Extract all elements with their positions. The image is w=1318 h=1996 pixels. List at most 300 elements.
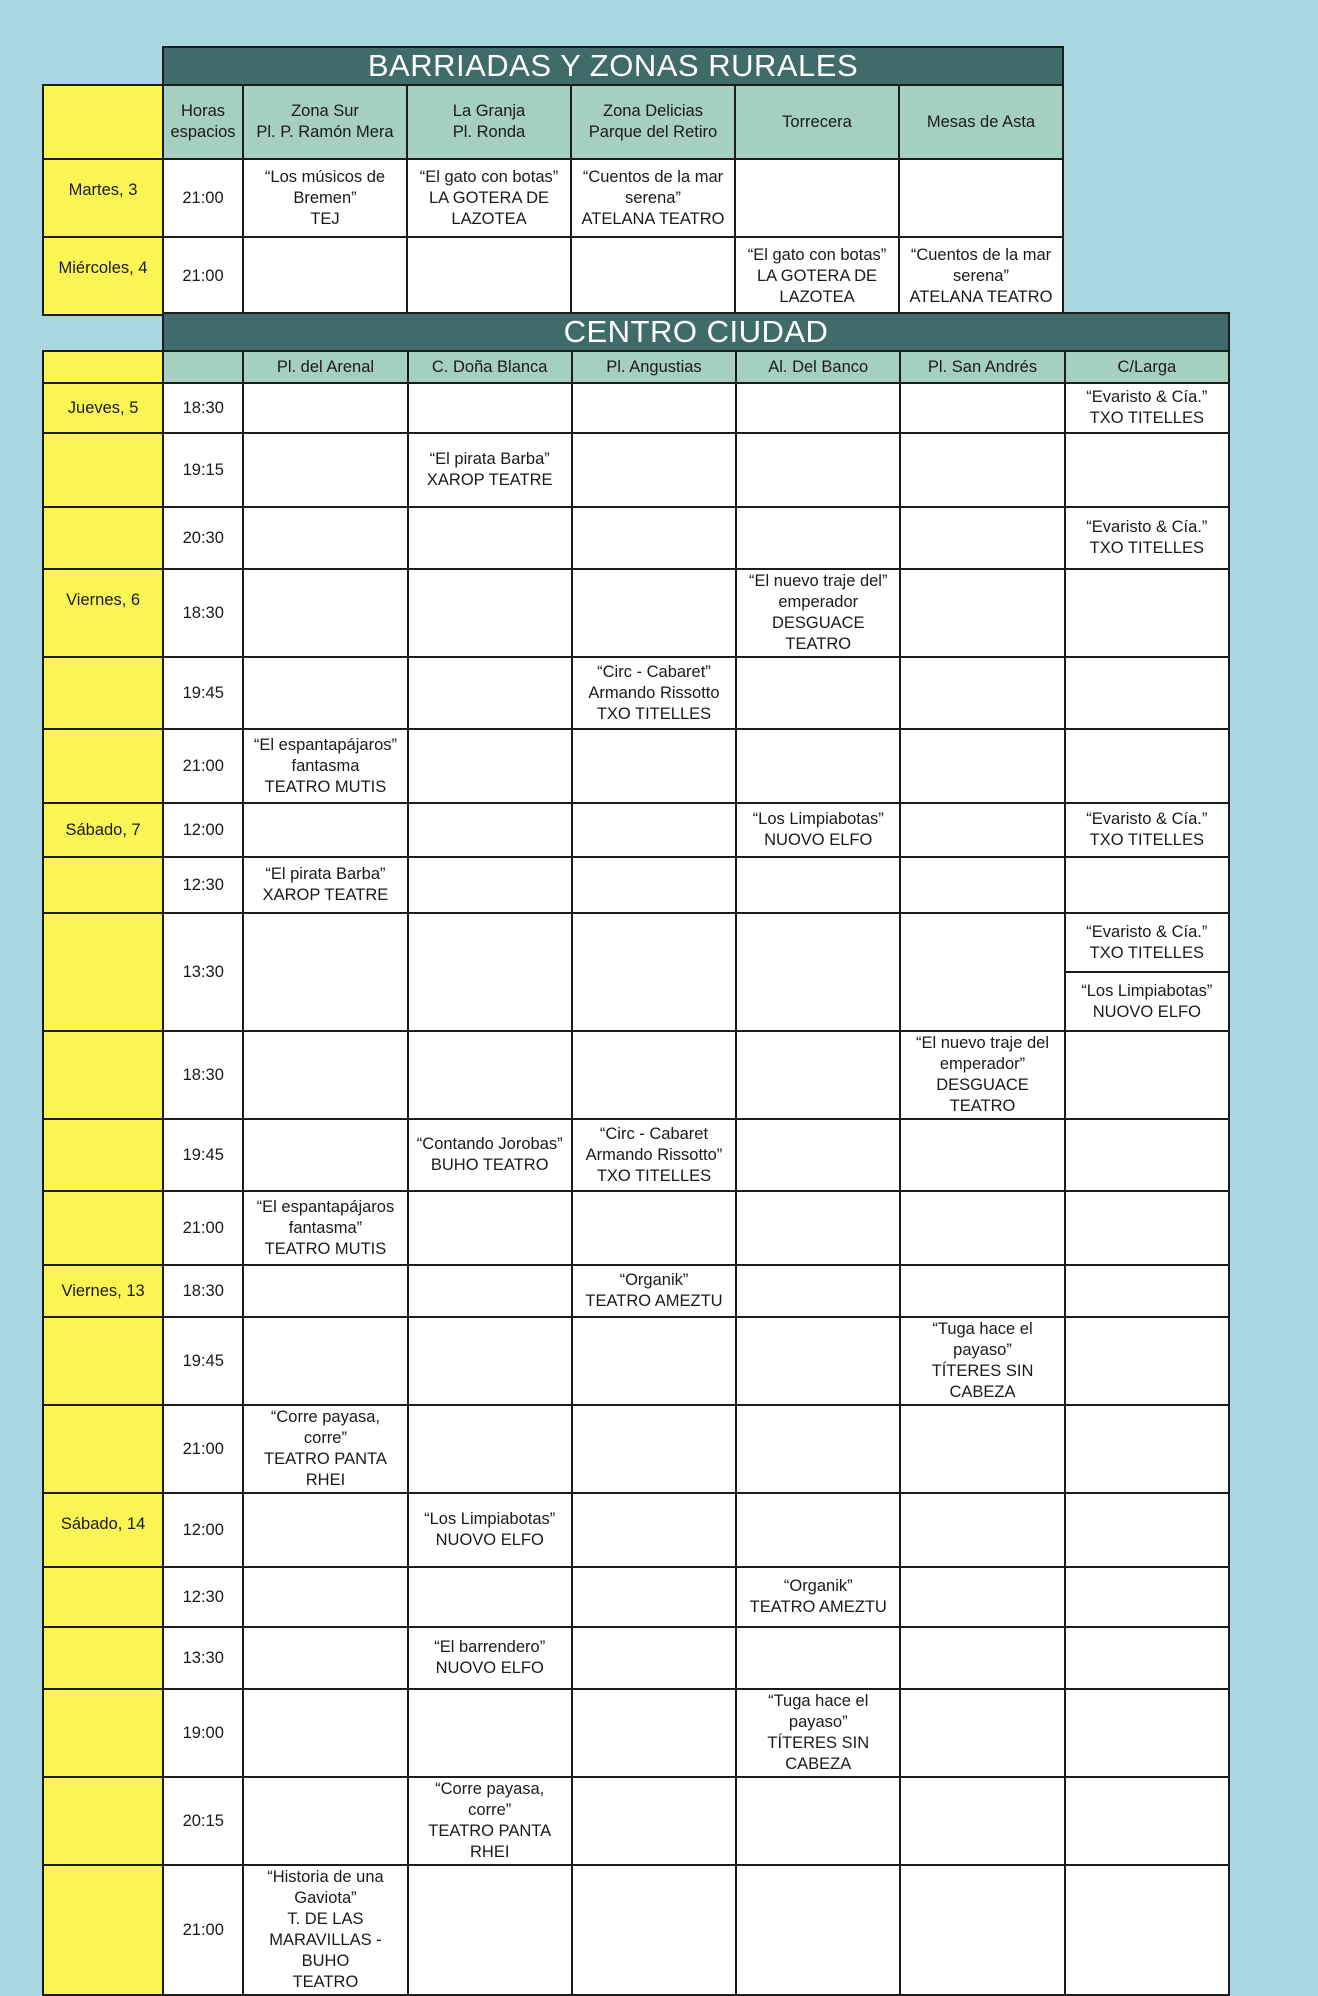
event-cell — [1065, 913, 1229, 1031]
time-cell: 18:30 — [163, 1031, 243, 1119]
event-cell — [900, 1865, 1064, 1995]
event-cell — [408, 729, 572, 803]
day-cell — [43, 1405, 163, 1493]
event-cell — [900, 433, 1064, 507]
table-row — [43, 729, 1229, 803]
event-cell — [736, 803, 900, 857]
event-line: “Los Limpiabotas” — [424, 1510, 556, 1528]
event-line: “El nuevo traje del — [916, 1034, 1049, 1052]
day-cell — [43, 1627, 163, 1689]
event-line: serena” — [953, 266, 1009, 285]
column-header — [735, 85, 899, 159]
time-cell: 19:00 — [163, 1689, 243, 1777]
column-header-line: Pl. San Andrés — [927, 357, 1038, 376]
event-cell — [736, 1317, 900, 1405]
event-cell — [572, 1405, 736, 1493]
event-cell — [572, 383, 736, 433]
corner-cell — [43, 351, 163, 383]
event-line: fantasma” — [288, 1218, 363, 1237]
event-cell — [243, 857, 407, 913]
day-cell — [43, 1865, 163, 1995]
day-cell — [43, 857, 163, 913]
event-cell — [1065, 803, 1229, 857]
event-line: TEATRO — [292, 1973, 359, 1991]
event-cell — [243, 1265, 407, 1317]
table-row — [43, 237, 1063, 315]
event-cell — [572, 857, 736, 913]
event-line: “Circ - Cabaret” — [597, 662, 711, 681]
event-line: NUOVO ELFO — [1092, 1002, 1201, 1021]
time-cell: 21:00 — [163, 729, 243, 803]
day-cell — [43, 1031, 163, 1119]
event-line: “Organik” — [619, 1271, 689, 1289]
event-cell — [736, 1031, 900, 1119]
event-line: TXO TITELLES — [596, 1166, 712, 1185]
table-row — [43, 159, 1063, 237]
column-header — [243, 351, 407, 383]
event-line: NUOVO ELFO — [764, 831, 873, 849]
event-cell — [900, 1119, 1064, 1191]
time-cell: 12:00 — [163, 1493, 243, 1567]
event-cell — [408, 1119, 572, 1191]
event-line: XAROP TEATRE — [262, 886, 389, 904]
time-cell: 18:30 — [163, 383, 243, 433]
table-row — [43, 1689, 1229, 1777]
event-cell — [1065, 1119, 1229, 1191]
event-line: “Tuga hace el payaso” — [768, 1692, 869, 1731]
event-line: “El espantapájaros” — [253, 735, 397, 754]
event-cell — [243, 1567, 407, 1627]
day-cell: Jueves, 5 — [43, 383, 163, 433]
event-line: “Cuentos de la mar — [582, 167, 724, 186]
event-cell — [900, 1777, 1064, 1865]
event-entry — [1066, 973, 1228, 1030]
event-line: “Historia de una — [267, 1868, 384, 1886]
event-line: DESGUACE TEATRO — [771, 614, 865, 653]
event-line: “Organik” — [783, 1577, 853, 1595]
event-cell — [571, 237, 735, 315]
event-cell — [899, 159, 1063, 237]
event-line: TEATRO MUTIS — [264, 777, 387, 796]
event-cell — [572, 1031, 736, 1119]
table-row — [43, 657, 1229, 729]
event-cell — [243, 803, 407, 857]
event-cell — [408, 1493, 572, 1567]
time-cell: 21:00 — [163, 1405, 243, 1493]
event-cell — [736, 1627, 900, 1689]
event-cell — [1065, 1031, 1229, 1119]
time-cell: 21:00 — [163, 159, 243, 237]
event-line: TXO TITELLES — [1089, 943, 1204, 962]
event-cell — [408, 1567, 572, 1627]
event-cell — [408, 433, 572, 507]
event-cell — [243, 383, 407, 433]
event-cell — [243, 1689, 407, 1777]
event-cell — [899, 237, 1063, 315]
event-cell — [736, 729, 900, 803]
event-cell — [1065, 1567, 1229, 1627]
event-cell — [243, 1777, 407, 1865]
day-cell — [43, 729, 163, 803]
event-line: ATELANA TEATRO — [581, 209, 725, 228]
table-row — [43, 507, 1229, 569]
event-cell — [572, 1567, 736, 1627]
time-cell: 13:30 — [163, 913, 243, 1031]
split-event-group — [1066, 914, 1228, 1030]
event-cell — [572, 1317, 736, 1405]
table-row — [43, 383, 1229, 433]
event-cell — [243, 1865, 407, 1995]
event-line: XAROP TEATRE — [426, 471, 553, 489]
event-line: “Tuga hace el payaso” — [932, 1320, 1033, 1359]
barriadas-title-text: BARRIADAS Y ZONAS RURALES — [367, 48, 859, 83]
column-header — [736, 351, 900, 383]
column-header — [571, 85, 735, 159]
corner-cell — [43, 85, 163, 159]
event-cell — [572, 507, 736, 569]
day-cell — [43, 1777, 163, 1865]
event-line: NUOVO ELFO — [435, 1659, 544, 1677]
table-row — [43, 1865, 1229, 1995]
event-cell — [408, 1689, 572, 1777]
event-cell — [736, 1405, 900, 1493]
event-cell — [900, 1689, 1064, 1777]
column-header-line: espacios — [170, 123, 236, 141]
event-cell — [900, 729, 1064, 803]
event-line: NUOVO ELFO — [435, 1531, 544, 1549]
event-cell — [1065, 383, 1229, 433]
event-line: “Los Limpiabotas” — [752, 810, 884, 828]
day-cell — [43, 1119, 163, 1191]
event-line: “Corre payasa, corre” — [435, 1780, 545, 1819]
event-line: serena” — [625, 188, 681, 207]
day-cell: Viernes, 6 — [43, 569, 163, 657]
event-cell — [736, 507, 900, 569]
event-cell — [408, 1265, 572, 1317]
event-cell — [1065, 507, 1229, 569]
column-header — [572, 351, 736, 383]
time-cell: 12:00 — [163, 803, 243, 857]
event-cell — [736, 1689, 900, 1777]
event-cell — [243, 1119, 407, 1191]
event-cell — [900, 803, 1064, 857]
event-cell — [900, 1317, 1064, 1405]
column-header-line: Pl. del Arenal — [276, 357, 375, 376]
event-line: TEATRO AMEZTU — [585, 1292, 723, 1310]
event-cell — [408, 1317, 572, 1405]
day-cell — [43, 1317, 163, 1405]
event-cell — [736, 433, 900, 507]
day-cell — [43, 507, 163, 569]
event-line: “El barrendero” — [434, 1638, 546, 1656]
event-cell — [1065, 1689, 1229, 1777]
event-cell — [1065, 1317, 1229, 1405]
event-cell — [572, 1689, 736, 1777]
time-cell: 19:45 — [163, 1317, 243, 1405]
event-cell — [572, 433, 736, 507]
event-line: “Evaristo & Cía.” — [1086, 922, 1208, 941]
event-line: Armando Rissotto — [588, 683, 720, 702]
event-cell — [1065, 1865, 1229, 1995]
day-cell — [43, 913, 163, 1031]
event-cell — [900, 507, 1064, 569]
event-cell — [1065, 1627, 1229, 1689]
event-line: “El pirata Barba” — [265, 865, 386, 883]
event-cell — [408, 913, 572, 1031]
table-row — [43, 1627, 1229, 1689]
event-cell — [243, 913, 407, 1031]
event-line: “El nuevo traje del” — [748, 572, 888, 590]
event-cell — [572, 1191, 736, 1265]
event-cell — [407, 159, 571, 237]
event-cell — [1065, 729, 1229, 803]
header-row — [43, 351, 1229, 383]
event-cell — [572, 569, 736, 657]
table-row — [43, 803, 1229, 857]
event-cell — [572, 1265, 736, 1317]
event-cell — [408, 383, 572, 433]
event-line: BUHO TEATRO — [430, 1156, 549, 1174]
time-cell: 20:30 — [163, 507, 243, 569]
column-header-line: Zona Delicias — [603, 102, 703, 120]
time-cell: 18:30 — [163, 1265, 243, 1317]
event-line: TEATRO PANTA RHEI — [264, 1450, 387, 1489]
day-cell: Miércoles, 4 — [43, 237, 163, 315]
event-cell — [735, 159, 899, 237]
event-cell — [243, 1627, 407, 1689]
column-header — [408, 351, 572, 383]
event-cell — [408, 1627, 572, 1689]
event-line: ATELANA TEATRO — [909, 287, 1053, 306]
event-cell — [736, 913, 900, 1031]
event-cell — [1065, 569, 1229, 657]
event-cell — [243, 1317, 407, 1405]
column-header — [163, 85, 243, 159]
event-cell — [735, 237, 899, 315]
column-header-line: C/Larga — [1117, 357, 1177, 376]
event-cell — [900, 1493, 1064, 1567]
time-cell: 20:15 — [163, 1777, 243, 1865]
column-header-line: Parque del Retiro — [588, 123, 718, 141]
centro-title — [162, 312, 1230, 352]
table-row — [43, 1405, 1229, 1493]
event-line: “El gato con botas” — [747, 245, 887, 264]
event-line: TÍTERES SIN CABEZA — [767, 1734, 870, 1773]
event-cell — [572, 729, 736, 803]
event-line: “El espantapájaros — [256, 1197, 395, 1216]
header-row — [43, 85, 1063, 159]
barriadas-title — [162, 46, 1064, 86]
event-line: “El pirata Barba” — [429, 450, 550, 468]
event-cell — [1065, 433, 1229, 507]
event-cell — [900, 1405, 1064, 1493]
event-line: “Circ - Cabaret — [599, 1124, 709, 1143]
event-line: emperador” — [939, 1055, 1026, 1073]
centro-schedule-table — [42, 350, 1230, 1996]
column-header-line: Zona Sur — [291, 102, 359, 120]
event-cell — [900, 1265, 1064, 1317]
event-cell — [900, 857, 1064, 913]
event-cell — [900, 1031, 1064, 1119]
event-line: “Evaristo & Cía.” — [1086, 518, 1208, 536]
event-line: emperador — [778, 593, 859, 611]
event-cell — [243, 1191, 407, 1265]
event-cell — [572, 913, 736, 1031]
barriadas-schedule-table — [42, 84, 1064, 316]
event-cell — [736, 1265, 900, 1317]
event-cell — [1065, 857, 1229, 913]
event-cell — [736, 569, 900, 657]
column-header — [407, 85, 571, 159]
event-cell — [408, 1777, 572, 1865]
event-cell — [1065, 1191, 1229, 1265]
event-cell — [572, 657, 736, 729]
day-cell — [43, 1689, 163, 1777]
event-cell — [736, 657, 900, 729]
event-cell — [1065, 1493, 1229, 1567]
event-line: TEATRO AMEZTU — [749, 1598, 887, 1616]
event-line: “Los Limpiabotas” — [1081, 981, 1213, 1000]
event-cell — [736, 1567, 900, 1627]
column-header — [163, 351, 243, 383]
column-header-line: C. Doña Blanca — [431, 357, 548, 376]
event-cell — [408, 1405, 572, 1493]
event-cell — [736, 1777, 900, 1865]
event-cell — [408, 857, 572, 913]
event-cell — [407, 237, 571, 315]
event-cell — [243, 433, 407, 507]
day-cell: Sábado, 14 — [43, 1493, 163, 1567]
event-cell — [736, 1119, 900, 1191]
time-cell: 12:30 — [163, 857, 243, 913]
event-cell — [243, 1405, 407, 1493]
event-cell — [736, 1191, 900, 1265]
event-cell — [736, 857, 900, 913]
event-cell — [572, 1865, 736, 1995]
event-cell — [572, 1777, 736, 1865]
event-cell — [1065, 1777, 1229, 1865]
column-header-line: La Granja — [452, 102, 526, 120]
column-header-line: Pl. P. Ramón Mera — [256, 123, 394, 141]
event-line: “Contando Jorobas” — [416, 1135, 563, 1153]
event-cell — [572, 803, 736, 857]
table-row — [43, 1265, 1229, 1317]
time-cell: 19:45 — [163, 657, 243, 729]
event-line: LA GOTERA DE — [428, 188, 550, 207]
event-cell — [243, 657, 407, 729]
event-cell — [243, 1493, 407, 1567]
column-header-line: Horas — [180, 102, 225, 120]
event-cell — [243, 569, 407, 657]
event-line: DESGUACE TEATRO — [936, 1076, 1029, 1115]
event-line: LA GOTERA DE — [756, 266, 878, 285]
column-header-line: Mesas de Asta — [926, 112, 1036, 131]
column-header — [243, 85, 407, 159]
event-cell — [243, 507, 407, 569]
table-row — [43, 569, 1229, 657]
event-cell — [572, 1119, 736, 1191]
table-row — [43, 1493, 1229, 1567]
time-cell: 21:00 — [163, 237, 243, 315]
day-cell — [43, 1567, 163, 1627]
time-cell: 21:00 — [163, 1865, 243, 1995]
event-cell — [408, 1191, 572, 1265]
event-line: TEJ — [310, 209, 340, 228]
event-cell — [900, 569, 1064, 657]
column-header — [899, 85, 1063, 159]
event-cell — [900, 1627, 1064, 1689]
table-row — [43, 1567, 1229, 1627]
event-cell — [1065, 1265, 1229, 1317]
table-row — [43, 433, 1229, 507]
time-cell: 13:30 — [163, 1627, 243, 1689]
event-line: Bremen” — [293, 188, 357, 207]
event-line: Armando Rissotto” — [585, 1145, 723, 1164]
time-cell: 19:15 — [163, 433, 243, 507]
event-cell — [900, 1567, 1064, 1627]
event-line: “Evaristo & Cía.” — [1086, 810, 1208, 828]
event-line: “El gato con botas” — [419, 167, 559, 186]
day-cell — [43, 1191, 163, 1265]
day-cell: Sábado, 7 — [43, 803, 163, 857]
event-line: LAZOTEA — [779, 287, 855, 306]
event-cell — [572, 1627, 736, 1689]
event-cell — [243, 159, 407, 237]
event-line: TÍTERES SIN CABEZA — [931, 1362, 1034, 1401]
event-line: MARAVILLAS - BUHO — [269, 1931, 382, 1970]
day-cell: Viernes, 13 — [43, 1265, 163, 1317]
time-cell: 21:00 — [163, 1191, 243, 1265]
event-line: T. DE LAS — [287, 1910, 364, 1928]
event-line: TXO TITELLES — [1089, 539, 1204, 557]
event-cell — [736, 1493, 900, 1567]
event-cell — [736, 1865, 900, 1995]
column-header-line: Pl. Ronda — [452, 123, 526, 141]
event-cell — [1065, 1405, 1229, 1493]
table-row — [43, 1317, 1229, 1405]
table-row — [43, 1031, 1229, 1119]
event-cell — [408, 1031, 572, 1119]
event-cell — [900, 913, 1064, 1031]
event-line: TEATRO MUTIS — [264, 1239, 387, 1258]
event-line: LAZOTEA — [451, 209, 527, 228]
event-line: TXO TITELLES — [596, 704, 712, 723]
time-cell: 19:45 — [163, 1119, 243, 1191]
table-row — [43, 1191, 1229, 1265]
event-line: Gaviota” — [294, 1889, 357, 1907]
event-line: “Los músicos de — [264, 167, 386, 186]
table-row — [43, 913, 1229, 1031]
event-line: “Corre payasa, corre” — [270, 1408, 381, 1447]
centro-title-text: CENTRO CIUDAD — [563, 314, 829, 349]
time-cell: 12:30 — [163, 1567, 243, 1627]
day-cell — [43, 657, 163, 729]
column-header-line: Al. Del Banco — [768, 357, 869, 376]
event-line: TEATRO PANTA RHEI — [428, 1822, 552, 1861]
event-cell — [1065, 657, 1229, 729]
day-cell: Martes, 3 — [43, 159, 163, 237]
column-header — [900, 351, 1064, 383]
table-row — [43, 857, 1229, 913]
column-header-line: Pl. Angustias — [606, 357, 702, 376]
table-row — [43, 1119, 1229, 1191]
event-cell — [243, 1031, 407, 1119]
event-cell — [408, 803, 572, 857]
event-cell — [408, 657, 572, 729]
event-cell — [572, 1493, 736, 1567]
event-cell — [900, 383, 1064, 433]
event-cell — [900, 1191, 1064, 1265]
